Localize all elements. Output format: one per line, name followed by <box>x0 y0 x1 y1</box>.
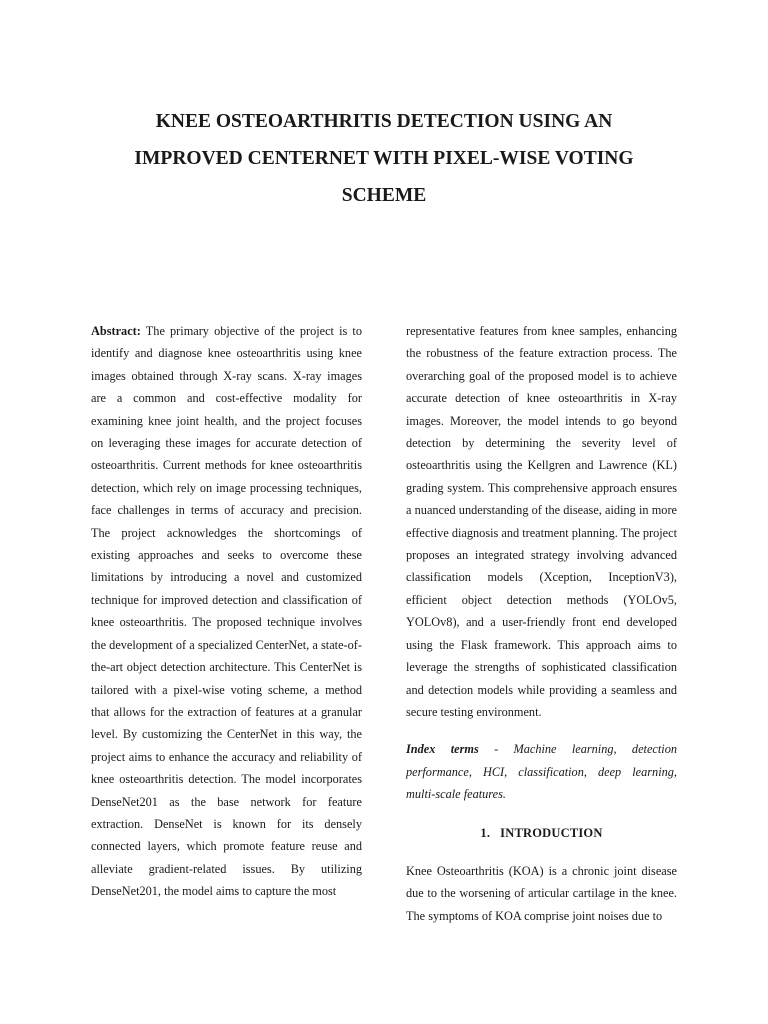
index-terms-label: Index terms <box>406 742 479 757</box>
title-line-3: SCHEME <box>341 185 427 206</box>
abstract-label: Abstract: <box>91 324 141 338</box>
section-heading-introduction <box>406 822 677 844</box>
right-column <box>406 320 677 927</box>
left-column <box>91 320 362 903</box>
abstract-continuation: representative features from knee samples, enhancing the robustness of the feature extraction process. The overarching goal of the proposed model is to achieve accurate detection of knee osteoarthritis in X-ray images. Moreover, the model intends to go beyond detection by determining the severity level of osteoarthritis using the Kellgren and Lawrence (KL) grading system. This comprehensive approach ensures a nuanced understanding of the disease, aiding in more effective diagnosis and treatment planning. The project proposes an integrated strategy involving advanced classification models (Xception, InceptionV3), efficient object detection methods (YOLOv5, YOLOv8), and a user-friendly front end developed using the Flask framework. This approach aims to leverage the strengths of sophisticated classification and detection models while providing a seamless and secure testing environment. <box>406 324 678 719</box>
abstract-paragraph <box>91 320 362 903</box>
paper-title <box>90 103 678 214</box>
abstract-text-left: The primary objective of the project is to identify and diagnose knee osteoarthritis using knee images obtained through X-ray scans. X-ray images are a common and cost-effective modality for examining knee joint health, and the project focuses on leveraging these images for accurate detection of osteoarthritis. Current methods for knee osteoarthritis detection, which rely on image processing techniques, face challenges in terms of accuracy and precision. The project acknowledges the shortcomings of existing approaches and seeks to overcome these limitations by introducing a novel and customized technique for improved detection and classification of knee osteoarthritis. The proposed technique involves the development of a specialized CenterNet, a state-of-the-art object detection architecture. This CenterNet is tailored with a pixel-wise voting scheme, a method that allows for the extraction of features at a granular level. By customizing the CenterNet in this way, the project aims to enhance the accuracy and reliability of knee osteoarthritis detection. The model incorporates DenseNet201 as the base network for feature extraction. DenseNet is known for its densely connected layers, which promote feature reuse and alleviate gradient-related issues. By utilizing DenseNet201, the model aims to capture the most <box>91 324 362 899</box>
index-terms <box>406 738 677 805</box>
section-number: 1. <box>480 825 491 840</box>
section-title: INTRODUCTION <box>500 825 603 840</box>
index-terms-text: - Machine learning, detection performance, HCI, classification, deep learning, multi-scale features. <box>406 742 677 802</box>
title-line-2: IMPROVED CENTERNET WITH PIXEL-WISE VOTING <box>134 148 634 169</box>
introduction-paragraph: Knee Osteoarthritis (KOA) is a chronic joint disease due to the worsening of articular cartilage in the knee. The symptoms of KOA comprise joint noises due to <box>406 863 677 923</box>
title-line-1: KNEE OSTEOARTHRITIS DETECTION USING AN <box>155 111 613 132</box>
